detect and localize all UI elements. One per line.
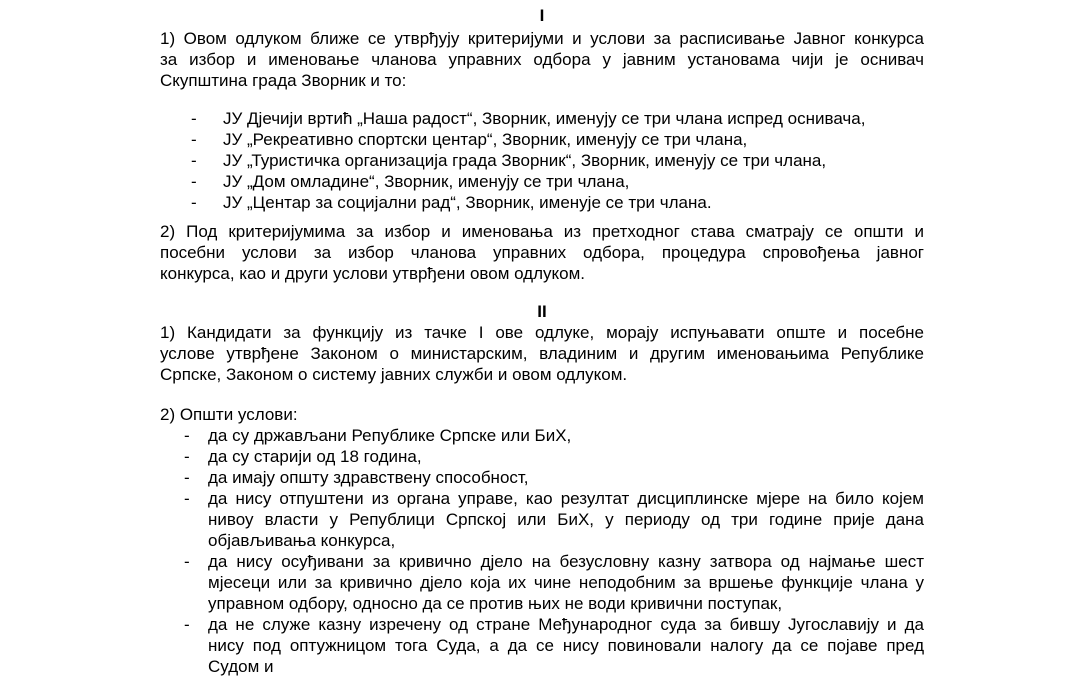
paragraph-line: за избор и именовање чланова управних одбора у јавним установама чији је оснивач bbox=[160, 50, 924, 69]
list-bullet: - bbox=[184, 552, 190, 571]
list-item: да нису отпуштени из органа управе, као резултат дисциплинске мјере на било којем bbox=[208, 489, 924, 508]
paragraph-line: услове утврђене Законом о министарским, владиним и другим именовањима Републике bbox=[160, 344, 924, 363]
list-item-continuation: управном одбору, односно да се против њих не води кривични поступак, bbox=[208, 594, 783, 613]
paragraph-line: посебни услови за избор чланова управних одбора, процедура спровођења јавног bbox=[160, 243, 924, 262]
list-item: да су држављани Републике Српске или БиХ, bbox=[208, 426, 572, 445]
list-bullet: - bbox=[184, 468, 190, 487]
list-bullet: - bbox=[184, 489, 190, 508]
list-item-continuation: објављивања конкурса, bbox=[208, 531, 396, 550]
list-item-continuation: нису под оптужницом тога Суда, а да се нису повиновали налогу да се појаве пред bbox=[208, 636, 924, 655]
paragraph-line: 1) Кандидати за функцију из тачке I ове одлуке, морају испуњавати опште и посебне bbox=[160, 323, 924, 342]
paragraph-line: 2) Под критеријумима за избор и именовања из претходног става сматрају се општи и bbox=[160, 222, 924, 241]
paragraph-line: конкурса, као и други услови утврђени овом одлуком. bbox=[160, 264, 586, 283]
list-item-continuation: нивоу власти у Републици Српској или БиХ, у периоду од три године прије дана bbox=[208, 510, 924, 529]
list-bullet: - bbox=[184, 615, 190, 634]
paragraph-line: Скупштина града Зворник и то: bbox=[160, 71, 407, 90]
list-bullet: - bbox=[184, 447, 190, 466]
list-bullet: - bbox=[191, 172, 197, 191]
list-bullet: - bbox=[191, 109, 197, 128]
list-item-continuation: мјесеци или за кривично дјело која их чине неподобним за вршење функције члана у bbox=[208, 573, 924, 592]
section-heading-1: I bbox=[539, 6, 545, 25]
list-bullet: - bbox=[184, 426, 190, 445]
list-item: ЈУ „Туристичка организација града Зворник“, Зворник, именују се три члана, bbox=[223, 151, 827, 170]
list-item: ЈУ „Рекреативно спортски центар“, Зворник, именују се три члана, bbox=[223, 130, 748, 149]
paragraph-line: 1) Овом одлуком ближе се утврђују критеријуми и услови за расписивање Јавног конкурса bbox=[160, 29, 924, 48]
list-item: ЈУ „Центар за социјални рад“, Зворник, именује се три члана. bbox=[223, 193, 712, 212]
list-bullet: - bbox=[191, 151, 197, 170]
list-item-continuation: Судом и bbox=[208, 657, 274, 676]
list-bullet: - bbox=[191, 130, 197, 149]
general-conditions-title: 2) Општи услови: bbox=[160, 405, 298, 424]
paragraph-line: Српске, Законом о систему јавних служби и овом одлуком. bbox=[160, 365, 628, 384]
section-heading-2: II bbox=[537, 302, 547, 321]
list-item: ЈУ „Дом омладине“, Зворник, именују се три члана, bbox=[223, 172, 630, 191]
list-item: да имају општу здравствену способност, bbox=[208, 468, 529, 487]
list-item: да не служе казну изречену од стране Међународног суда за бившу Југославију и да bbox=[208, 615, 924, 634]
list-item: да нису осуђивани за кривично дјело на безусловну казну затвора од најмање шест bbox=[208, 552, 924, 571]
list-item: да су старији од 18 година, bbox=[208, 447, 422, 466]
list-item: ЈУ Дјечији вртић „Наша радост“, Зворник, именују се три члана испред оснивача, bbox=[223, 109, 866, 128]
list-bullet: - bbox=[191, 193, 197, 212]
